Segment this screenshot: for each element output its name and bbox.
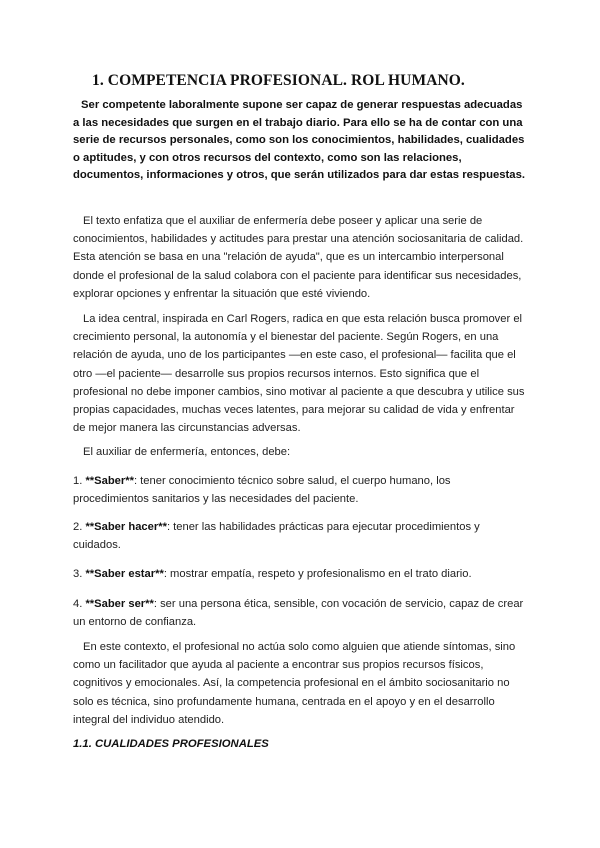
list-item bbox=[73, 472, 529, 508]
list-item-number: 4. bbox=[73, 598, 86, 610]
list-item-number: 3. bbox=[73, 568, 86, 580]
body-paragraph-2: La idea central, inspirada en Carl Rogers, radica en que esta relación busca promover el crecimiento personal, la autonomía y el bienestar del paciente. Según Rogers, en una relación de ayuda, uno de los participantes —en este caso, el profesional— facilita que el otro —el paciente— desarrolle sus propios recursos internos. Esto significa que el profesional no debe imponer cambios, sino motivar al paciente a que descubra y utilice sus propias capacidades, muchas veces latentes, para mejorar su calidad de vida y enfrentar de mejor manera las circunstancias adversas. bbox=[73, 313, 525, 435]
list-item-number: 2. bbox=[73, 521, 86, 533]
list-item-text: : tener las habilidades prácticas para ejecutar procedimientos y cuidados. bbox=[73, 521, 480, 552]
body-paragraph-1: El texto enfatiza que el auxiliar de enfermería debe poseer y aplicar una serie de conocimientos, habilidades y actitudes para prestar una atención sociosanitaria de calidad. Esta atención se basa en una "relación de ayuda", que es un intercambio interpersonal donde el profesional de la salud colabora con el paciente para identificar sus necesidades, explorar opciones y enfrentar la situación que esté viviendo. bbox=[73, 215, 524, 300]
intro-paragraph: Ser competente laboralmente supone ser capaz de generar respuestas adecuadas a las necesidades que surgen en el trabajo diario. Para ello se ha de contar con una serie de recursos personales, como son los conocimientos, habilidades, cualidades o aptitudes, y con otros recursos del contexto, como son las relaciones, documentos, informaciones y otros, que serán utilizados para dar estas respuestas. bbox=[73, 99, 526, 181]
body-paragraph-3: El auxiliar de enfermería, entonces, debe: bbox=[83, 446, 291, 458]
list-item-term: **Saber ser** bbox=[85, 598, 154, 610]
section-title: 1. COMPETENCIA PROFESIONAL. ROL HUMANO. bbox=[92, 72, 465, 89]
list-item bbox=[73, 565, 529, 583]
list-item-term: **Saber hacer** bbox=[85, 521, 167, 533]
body-paragraph-4: En este contexto, el profesional no actúa solo como alguien que atiende síntomas, sino como un facilitador que ayuda al paciente a encontrar sus propios recursos físicos, cognitivos y emocionales. Así, la competencia profesional en el ámbito sociosanitario no solo es técnica, sino profundamente humana, centrada en el apoyo y en el desarrollo integral del individuo atendido. bbox=[73, 641, 516, 726]
list-item bbox=[73, 518, 529, 554]
subsection-title: 1.1. CUALIDADES PROFESIONALES bbox=[73, 738, 269, 750]
list-item-text: : ser una persona ética, sensible, con vocación de servicio, capaz de crear un entorno de confianza. bbox=[73, 598, 524, 629]
list-item-term: **Saber estar** bbox=[85, 568, 164, 580]
list-item-text: : tener conocimiento técnico sobre salud, el cuerpo humano, los procedimientos sanitarios y las necesidades del paciente. bbox=[73, 475, 451, 506]
list-item-number: 1. bbox=[73, 475, 86, 487]
list-item bbox=[73, 595, 529, 631]
list-item-term: **Saber** bbox=[85, 475, 134, 487]
list-item-text: : mostrar empatía, respeto y profesionalismo en el trato diario. bbox=[163, 568, 472, 580]
